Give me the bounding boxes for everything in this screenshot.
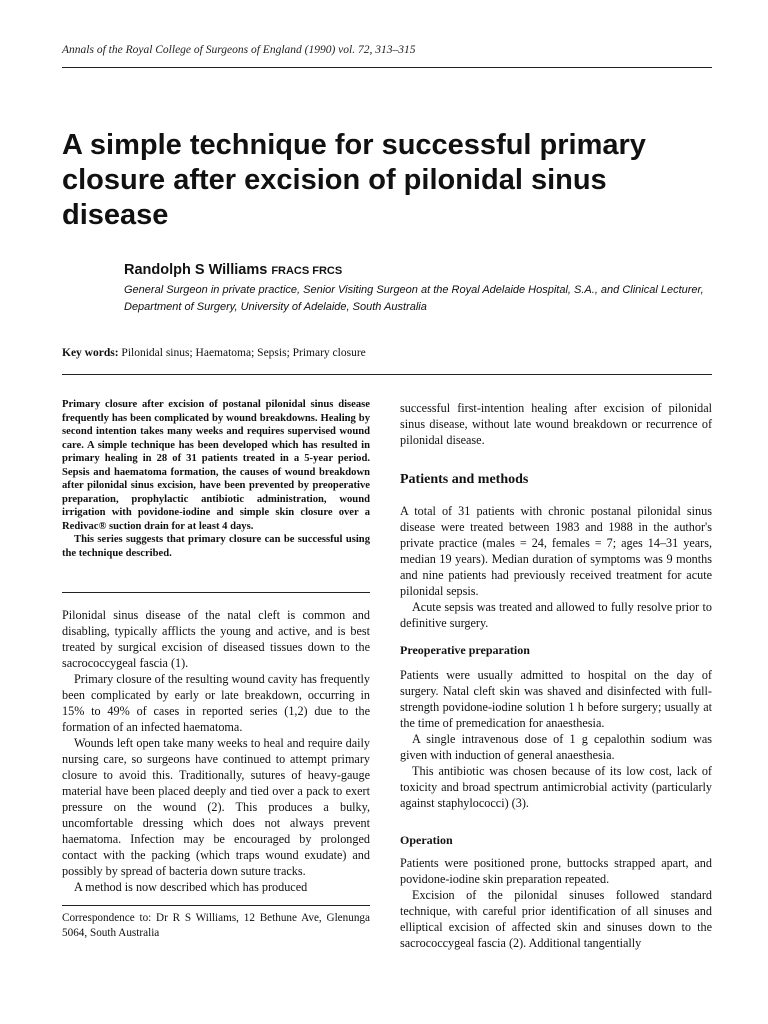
abstract-divider: [62, 592, 370, 593]
body-paragraph: Acute sepsis was treated and allowed to fully resolve prior to definitive surgery.: [400, 600, 712, 630]
body-paragraph: successful first-intention healing after excision of pilonidal sinus disease, without late wound breakdown or recurrence of pilonidal disease.: [400, 401, 712, 447]
body-paragraph: Primary closure of the resulting wound cavity has frequently been complicated by early or late breakdown, occurring in 15% to 49% of cases in reported series (1,2) due to the formation of an infected haematoma.: [62, 672, 370, 734]
author-affiliation: General Surgeon in private practice, Senior Visiting Surgeon at the Royal Adelaide Hospital, S.A., and Clinical Lecturer, Department of Surgery, University of Adelaide, South Australia: [124, 284, 704, 313]
body-paragraph: This antibiotic was chosen because of its low cost, lack of toxicity and broad spectrum antimicrobial activity (particularly against staphylococci) (3).: [400, 764, 712, 810]
footnote-divider: [62, 905, 370, 906]
introduction: [62, 607, 370, 895]
patients-methods-section: [400, 503, 712, 631]
keywords: [62, 347, 366, 359]
abstract: [62, 398, 370, 560]
article-title: A simple technique for successful primary closure after excision of pilonidal sinus disease: [62, 129, 646, 231]
keywords-divider: [62, 374, 712, 375]
abstract-paragraph: Primary closure after excision of postanal pilonidal sinus disease frequently has been complicated by wound breakdowns. Healing by second intention takes many weeks and requires supervised wound care. A simple technique has been developed which has resulted in primary healing in 28 of 31 patients treated in a 5-year period. Sepsis and haematoma formation, the causes of wound breakdown after pilonidal sinus excision, have been prevented by preoperative preparation, prophylactic antibiotic administration, wound irrigation with povidone-iodine and simple skin closure over a Redivac® suction drain for at least 4 days.: [62, 399, 370, 532]
subsection-heading-preoperative: Preoperative preparation: [400, 643, 530, 657]
body-paragraph: Patients were usually admitted to hospital on the day of surgery. Natal cleft skin was shaved and disinfected with full-strength povidone-iodine solution 1 h before surgery; usually at the time of premedication for anaesthesia.: [400, 668, 712, 730]
subsection-heading-operation: Operation: [400, 833, 453, 847]
body-paragraph: A total of 31 patients with chronic postanal pilonidal sinus disease were treated between 1983 and 1988 in the author's private practice (males = 24, females = 7; ages 14–31 years, median 19 years). Median duration of symptoms was 9 months and nine patients had previously received treatment for acute pilonidal sepsis.: [400, 504, 712, 598]
body-paragraph: Pilonidal sinus disease of the natal cleft is common and disabling, typically afflicts the young and active, and is best treated by surgical excision of diseased tissues down to the sacrococcygeal fascia (1).: [62, 608, 370, 670]
preoperative-section: [400, 667, 712, 811]
journal-citation: Annals of the Royal College of Surgeons of England (1990) vol. 72, 313–315: [62, 44, 416, 56]
author-line: [124, 262, 342, 278]
keywords-label: Key words:: [62, 347, 119, 359]
body-paragraph: Excision of the pilonidal sinuses followed standard technique, with careful prior identification of all sinuses and elliptical excision of affected skin and sinuses down to the sacrococcygeal fascia (2). Additional tangentially: [400, 888, 712, 950]
section-heading-patients-methods: Patients and methods: [400, 472, 529, 487]
header-divider: [62, 67, 712, 68]
operation-section: [400, 855, 712, 951]
author-qualifications: FRACS FRCS: [271, 265, 343, 277]
abstract-paragraph: This series suggests that primary closure can be successful using the technique described.: [62, 534, 370, 559]
author-name: Randolph S Williams: [124, 262, 268, 278]
body-paragraph: Patients were positioned prone, buttocks strapped apart, and povidone-iodine skin preparation repeated.: [400, 856, 712, 886]
body-paragraph: Wounds left open take many weeks to heal and require daily nursing care, so surgeons have continued to attempt primary closure to avoid this. Traditionally, sutures of heavy-gauge material have been placed deeply and tied over a pack to exert pressure on the wound (2). This produces a bulky, uncomfortable dressing which does not always prevent haematoma. Infection may be encouraged by prolonged contact with the packing (which traps wound exudate) and possibly by spread of bacteria down suture tracks.: [62, 736, 370, 878]
body-paragraph: A method is now described which has produced: [74, 880, 308, 894]
correspondence-footnote: Correspondence to: Dr R S Williams, 12 Bethune Ave, Glenunga 5064, South Australia: [62, 912, 370, 939]
keywords-text: Pilonidal sinus; Haematoma; Sepsis; Primary closure: [121, 347, 366, 359]
continuation-paragraph: [400, 400, 712, 448]
body-paragraph: A single intravenous dose of 1 g cepalothin sodium was given with induction of general anaesthesia.: [400, 732, 712, 762]
